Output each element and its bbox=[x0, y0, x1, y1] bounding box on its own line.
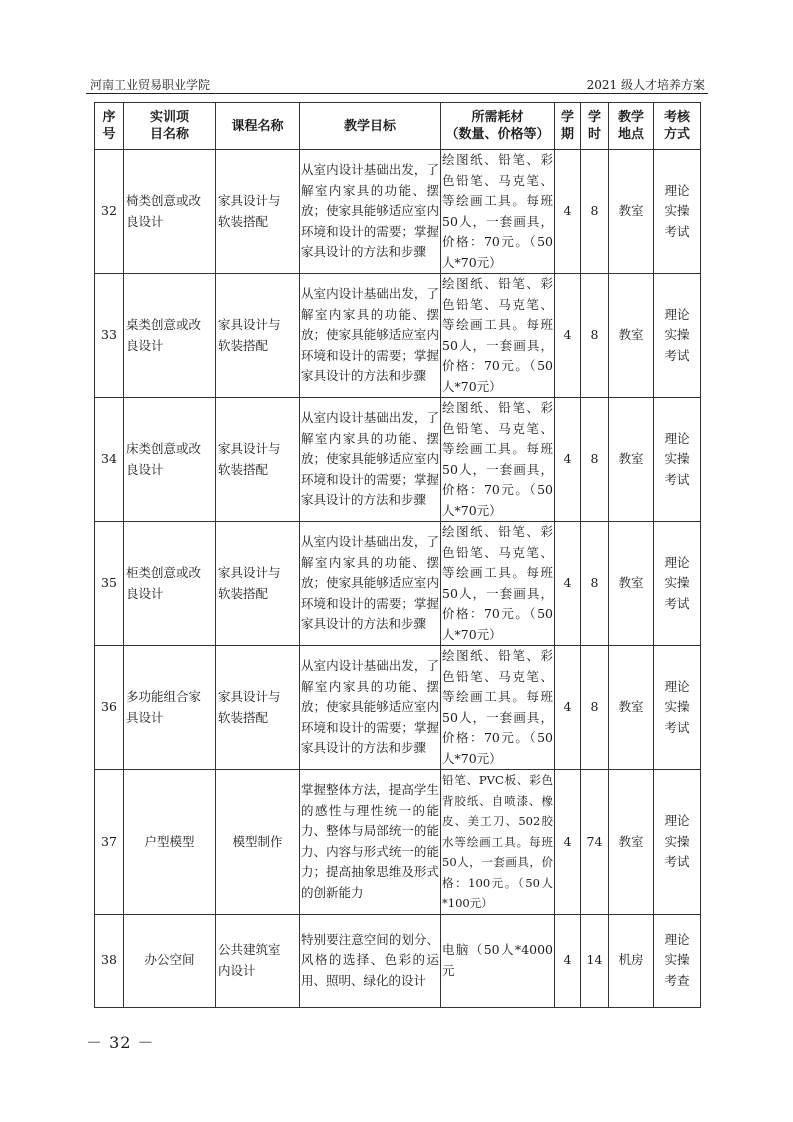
row-materials: 绘图纸、铅笔、彩色铅笔、马克笔、等绘画工具。每班50人，一套画具，价格：70元。（50人*70元） bbox=[441, 274, 555, 398]
row-semester: 4 bbox=[555, 398, 581, 522]
row-materials: 绘图纸、铅笔、彩色铅笔、马克笔、等绘画工具。每班50人，一套画具，价格：70元。（50人*70元） bbox=[441, 150, 555, 274]
row-hours: 8 bbox=[581, 398, 609, 522]
row-no: 32 bbox=[95, 150, 124, 274]
col-header-materials: 所需耗材 （数量、价格等） bbox=[441, 103, 555, 150]
col-header-course: 课程名称 bbox=[216, 103, 300, 150]
row-semester: 4 bbox=[555, 914, 581, 1007]
col-header-objective: 教学目标 bbox=[300, 103, 441, 150]
row-semester: 4 bbox=[555, 522, 581, 646]
row-semester: 4 bbox=[555, 274, 581, 398]
row-assessment: 理论 实操 考试 bbox=[654, 522, 701, 646]
page-number: － 32 － bbox=[86, 1033, 155, 1052]
row-objective: 从室内设计基础出发，了解室内家具的功能、摆放；使家具能够适应室内环境和设计的需要；掌握家具设计的方法和步骤 bbox=[300, 522, 441, 646]
row-location: 教室 bbox=[609, 150, 654, 274]
row-project: 椅类创意或改 良设计 bbox=[124, 150, 216, 274]
row-project: 办公空间 bbox=[124, 914, 216, 1007]
row-objective: 从室内设计基础出发，了解室内家具的功能、摆放；使家具能够适应室内环境和设计的需要；掌握家具设计的方法和步骤 bbox=[300, 398, 441, 522]
col-header-semester: 学 期 bbox=[555, 103, 581, 150]
row-course: 家具设计与 软装搭配 bbox=[216, 398, 300, 522]
row-assessment: 理论 实操 考试 bbox=[654, 646, 701, 770]
table-header-row bbox=[95, 103, 701, 150]
row-project: 桌类创意或改 良设计 bbox=[124, 274, 216, 398]
row-location: 教室 bbox=[609, 398, 654, 522]
row-location: 教室 bbox=[609, 646, 654, 770]
row-course: 家具设计与 软装搭配 bbox=[216, 646, 300, 770]
table-row bbox=[95, 646, 701, 770]
row-assessment: 理论 实操 考试 bbox=[654, 274, 701, 398]
training-table bbox=[94, 102, 701, 1008]
row-course: 家具设计与 软装搭配 bbox=[216, 522, 300, 646]
row-assessment: 理论 实操 考试 bbox=[654, 770, 701, 915]
institution-name: 河南工业贸易职业学院 bbox=[90, 78, 211, 92]
table-row bbox=[95, 274, 701, 398]
col-header-project: 实训项 目名称 bbox=[124, 103, 216, 150]
row-location: 教室 bbox=[609, 274, 654, 398]
row-no: 33 bbox=[95, 274, 124, 398]
row-location: 教室 bbox=[609, 522, 654, 646]
table-row bbox=[95, 398, 701, 522]
row-location: 机房 bbox=[609, 914, 654, 1007]
row-objective: 特别要注意空间的划分、风格的选择、色彩的运用、照明、绿化的设计 bbox=[300, 914, 441, 1007]
row-no: 38 bbox=[95, 914, 124, 1007]
row-course: 公共建筑室 内设计 bbox=[216, 914, 300, 1007]
row-hours: 8 bbox=[581, 522, 609, 646]
row-project: 多功能组合家 具设计 bbox=[124, 646, 216, 770]
col-header-no: 序 号 bbox=[95, 103, 124, 150]
row-hours: 8 bbox=[581, 274, 609, 398]
row-no: 37 bbox=[95, 770, 124, 915]
row-hours: 14 bbox=[581, 914, 609, 1007]
table-row bbox=[95, 522, 701, 646]
table-row bbox=[95, 914, 701, 1007]
row-assessment: 理论 实操 考试 bbox=[654, 398, 701, 522]
row-semester: 4 bbox=[555, 150, 581, 274]
col-header-hours: 学 时 bbox=[581, 103, 609, 150]
row-materials: 电脑（50人*4000元 bbox=[441, 914, 555, 1007]
table-row bbox=[95, 150, 701, 274]
row-objective: 从室内设计基础出发，了解室内家具的功能、摆放；使家具能够适应室内环境和设计的需要；掌握家具设计的方法和步骤 bbox=[300, 150, 441, 274]
row-no: 34 bbox=[95, 398, 124, 522]
col-header-assessment: 考核 方式 bbox=[654, 103, 701, 150]
col-header-location: 教学 地点 bbox=[609, 103, 654, 150]
row-project: 柜类创意或改 良设计 bbox=[124, 522, 216, 646]
row-objective: 掌握整体方法，提高学生的感性与理性统一的能力、整体与局部统一的能力、内容与形式统一的能力；提高抽象思维及形式的创新能力 bbox=[300, 770, 441, 915]
row-project: 床类创意或改 良设计 bbox=[124, 398, 216, 522]
row-objective: 从室内设计基础出发，了解室内家具的功能、摆放；使家具能够适应室内环境和设计的需要；掌握家具设计的方法和步骤 bbox=[300, 274, 441, 398]
row-objective: 从室内设计基础出发，了解室内家具的功能、摆放；使家具能够适应室内环境和设计的需要；掌握家具设计的方法和步骤 bbox=[300, 646, 441, 770]
row-assessment: 理论 实操 考查 bbox=[654, 914, 701, 1007]
row-semester: 4 bbox=[555, 770, 581, 915]
row-materials: 绘图纸、铅笔、彩色铅笔、马克笔、等绘画工具。每班50人，一套画具，价格：70元。（50人*70元） bbox=[441, 646, 555, 770]
row-no: 35 bbox=[95, 522, 124, 646]
row-course: 家具设计与 软装搭配 bbox=[216, 150, 300, 274]
row-course: 模型制作 bbox=[216, 770, 300, 915]
row-no: 36 bbox=[95, 646, 124, 770]
page-header bbox=[90, 76, 705, 94]
row-project: 户型模型 bbox=[124, 770, 216, 915]
row-hours: 74 bbox=[581, 770, 609, 915]
row-semester: 4 bbox=[555, 646, 581, 770]
header-divider bbox=[86, 93, 708, 94]
row-materials: 绘图纸、铅笔、彩色铅笔、马克笔、等绘画工具。每班50人，一套画具，价格：70元。（50人*70元） bbox=[441, 398, 555, 522]
row-location: 教室 bbox=[609, 770, 654, 915]
row-hours: 8 bbox=[581, 646, 609, 770]
table-row bbox=[95, 770, 701, 915]
row-hours: 8 bbox=[581, 150, 609, 274]
row-assessment: 理论 实操 考试 bbox=[654, 150, 701, 274]
row-materials: 绘图纸、铅笔、彩色铅笔、马克笔、等绘画工具。每班50人，一套画具，价格：70元。（50人*70元） bbox=[441, 522, 555, 646]
document-title: 2021 级人才培养方案 bbox=[586, 78, 705, 92]
row-course: 家具设计与 软装搭配 bbox=[216, 274, 300, 398]
row-materials: 铅笔、PVC板、彩色背胶纸、自喷漆、橡皮、美工刀、502胶水等绘画工具。每班50人，一套画具，价格：100元。（50人*100元） bbox=[441, 770, 555, 915]
